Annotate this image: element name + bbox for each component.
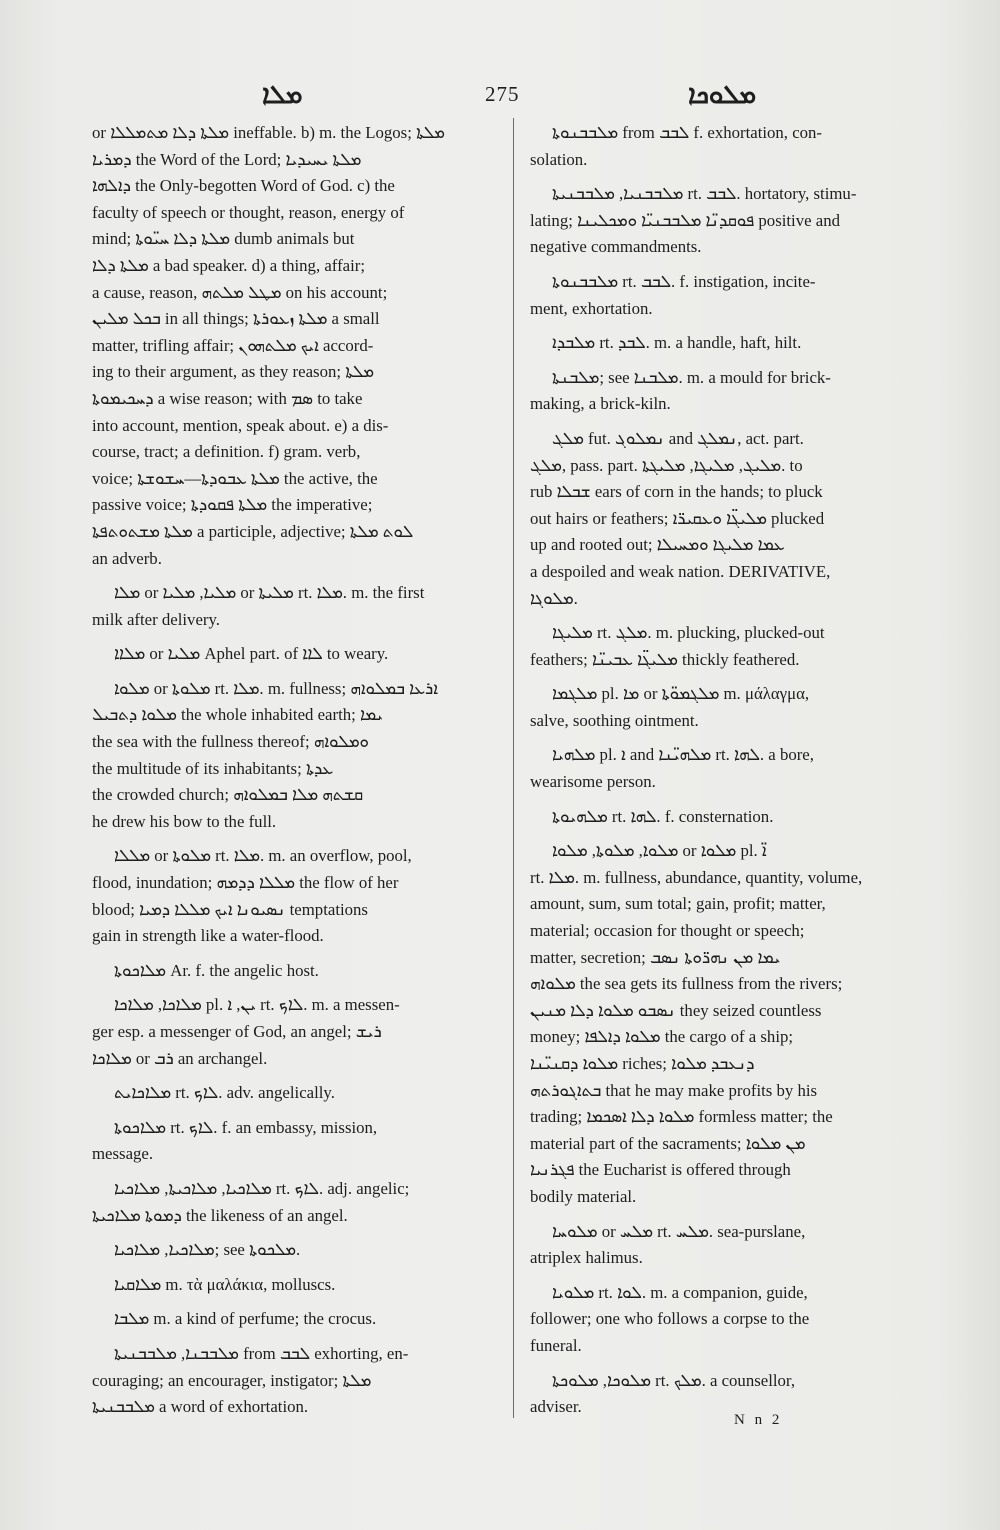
entry-line: ܡܠܘܐ ܕܬܒܝܠ the whole inhabited earth; ܝܡܐ (92, 705, 383, 725)
entry-line: wearisome person. (530, 772, 656, 792)
entry-line: ܕܐܠܗܐ the Only-begotten Word of God. c) the (92, 176, 395, 196)
entry-line: ܡܠܐܟܐ, ܡܠܐܟܐ pl. ܝܢ, ܐ rt. ܠܐܟ. m. a messen- (114, 995, 400, 1015)
signature-mark: N n 2 (734, 1412, 783, 1428)
entry-line: making, a brick-kiln. (530, 394, 671, 414)
entry-line: ܡܠܝܓܐ rt. ܡܠܓ. m. plucking, plucked-out (552, 623, 825, 643)
entry-line: ܡܠܘܚܐ or ܡܠܚ rt. ܡܠܚ. sea-purslane, (552, 1221, 806, 1241)
entry-line: ܡܠܐ or ܡܠܝܐ, ܡܠܝܐ or ܡܠܝܬܐ rt. ܡܠܐ. m. the first (114, 583, 425, 603)
left-running-head: ܡܠܐ (262, 80, 303, 110)
entry-line: follower; one who follows a corpse to the (530, 1309, 810, 1329)
right-column (530, 120, 942, 1421)
entry-line: ܡܠܐܐ or ܡܠܝܐ Aphel part. of ܠܐܐ to weary. (114, 644, 389, 664)
entry-line: trading; ܡܠܘܐ ܕܠܐ ܐܣܟܡܐ formless matter; the (530, 1107, 833, 1127)
entry-line: matter, secretion; ܝܡܐ ܡܢ ܢܗܪ̈ܘܬܐ ܢܣܒ (530, 947, 781, 967)
entry-line: material; occasion for thought or speech; (530, 921, 805, 941)
entry-line: the crowded church; ܩܫܬܗ ܡܠܐ ܒܡܠܘܐܗ (92, 785, 364, 805)
entry-line: couraging; an encourager, instigator; ܡܠܬܐ (92, 1370, 372, 1390)
entry-line: ܡܠܐܩܝܐ m. τὰ μαλάκια, molluscs. (114, 1274, 336, 1294)
entry-line: blood; ܢܣܝܘܢܐ ܐܝܟ ܡܠܠܐ ܕܡܝܐ temptations (92, 899, 368, 919)
entry-line: material part of the sacraments; ܡܢ ܡܠܘܐ (530, 1133, 806, 1153)
page-number: 275 (485, 82, 520, 106)
entry-line: an adverb. (92, 548, 162, 568)
entry-line: mind; ܡܠܬܐ ܕܠܐ ܚܝ̈ܘܬܐ dumb animals but (92, 229, 355, 249)
entry-line: flood, inundation; ܡܠܠܐ ܕܕܡܗ the flow of her (92, 873, 399, 893)
entry-line: amount, sum, sum total; gain, profit; matter, (530, 894, 826, 914)
entry-line: course, tract; a definition. f) gram. verb, (92, 442, 361, 462)
page-header (0, 78, 1000, 118)
entry-line: ܡܠܐܟܘܬܐ Ar. f. the angelic host. (114, 960, 319, 980)
entry-line: ܡܠܒܒܢܘܬܐ rt. ܠܒܒ. f. instigation, incite- (552, 271, 816, 291)
entry-line: ܡܠܒܐ m. a kind of perfume; the crocus. (114, 1309, 377, 1329)
entry-line: ܢܣܒܘ ܡܠܘܐ ܕܠܐ ܡܢܝܢ they seized countless (530, 1000, 822, 1020)
entry-line: ܡܠܬܐ ܕܠܐ a bad speaker. d) a thing, affair; (92, 255, 366, 275)
entry-line: ing to their argument, as they reason; ܡܠܬܐ (92, 362, 375, 382)
entry-line: ܕܡܘܬܐ ܡܠܐܟܝܬܐ the likeness of an angel. (92, 1205, 348, 1225)
entry-line: ܡܠܓ, pass. part. ܡܠܝܓ, ܡܠܝܓܐ, ܡܠܝܓܬܐ. to (530, 455, 803, 475)
entry-line: ܡܠܘܐ or ܡܠܘܬܐ rt. ܡܠܐ. m. fullness; ܐܪܥܐ ܒܡܠܘܐܗ (114, 678, 438, 698)
entry-line: faculty of speech or thought, reason, energy of (92, 202, 405, 222)
entry-line: message. (92, 1144, 154, 1164)
entry-line: ܕܚܟܝܡܘܬܐ a wise reason; with ܣܡ to take (92, 388, 363, 408)
entry-line: atriplex halimus. (530, 1248, 643, 1268)
entry-line: ܡܠܒܒܢܘܬܐ from ܠܒܒ f. exhortation, con- (552, 123, 823, 142)
entry-line: passive voice; ܡܠܬܐ ܦܩܘܕܬܐ the imperative; (92, 495, 373, 515)
entry-line: ܡܠܒܒܢܝܬܐ a word of exhortation. (92, 1397, 309, 1417)
entry-line: ܡܠܒܕܐ rt. ܠܒܕ. m. a handle, haft, hilt. (552, 333, 802, 353)
entry-line: ܡܠܒܒܢܐ, ܡܠܒܒܢܝܬܐ from ܠܒܒ exhorting, en- (114, 1343, 409, 1363)
entry-line: ܡܠܓ fut. ܢܡܠܘܓ and ܢܡܠܓ, act. part. (552, 428, 804, 448)
entry-line: ger esp. a messenger of God, an angel; ܪܝܫ (92, 1022, 382, 1041)
entry-line: bodily material. (530, 1186, 637, 1206)
entry-line: money; ܡܠܘܐ ܕܐܠܦܐ the cargo of a ship; (530, 1027, 794, 1047)
entry-line: up and rooted out; ܥܡܐ ܡܠܝܓܐ ܘܡܚܝܠܐ (530, 535, 785, 555)
entry-line: ܡܠܐܟܝܐ, ܡܠܐܟܝܐ; see ܡܠܟܘܬܐ. (114, 1240, 301, 1260)
entry-line: ܕܡܪܝܐ the Word of the Lord; ܡܠܬܐ ܝܚܝܕܝܐ (92, 149, 362, 169)
entry-line: voice; ܡܠܬܐ ܥܒܘܕܬܐ—ܚܫܘܫܬܐ the active, the (92, 468, 378, 488)
entry-line: or ܡܠܬܐ ܕܠܐ ܡܬܡܠܠܐ ineffable. b) m. the Logos; ܡܠܬܐ (92, 123, 445, 142)
entry-line: ܦܓܪܢܝܐ the Eucharist is offered through (530, 1160, 791, 1180)
entry-line: ܡܠܐܟܐ or ܪܒ an archangel. (92, 1048, 268, 1068)
entry-line: lating; ܦܘܩܕܢ̈ܐ ܡܠܒܒܢܝ̈ܐ ܘܡܟܠܝܢܐ positive and (530, 210, 840, 230)
entry-line: ܡܠܗܝܐ pl. ܐ and ܡܠܗܝ̈ܢܐ rt. ܠܗܐ. a bore, (552, 745, 814, 765)
entry-line: ܡܠܒܒܢܝܐ, ܡܠܒܒܢܝܬܐ rt. ܠܒܒ. hortatory, stimu- (552, 184, 857, 204)
entry-line: the multitude of its inhabitants; ܥܕܬܐ (92, 758, 334, 778)
entry-line: ܒܟܠ ܡܠܝܢ in all things; ܡܠܬܐ ܙܥܘܪܬܐ a small (92, 309, 380, 329)
entry-line: ܡܠܒܢܬܐ; see ܡܠܒܢܐ. m. a mould for brick- (552, 367, 831, 387)
entry-line: negative commandments. (530, 237, 702, 257)
entry-line: ܡܠܐܟܐܝܬ rt. ܠܐܟ. adv. angelically. (114, 1083, 335, 1103)
entry-line: ܡܠܬܐ ܡܫܬܘܬܦܬܐ a participle, adjective; ܠܘܬ ܡܠܬܐ (92, 521, 414, 541)
entry-line: ܡܠܘܐܗ the sea gets its fullness from the rivers; (530, 974, 843, 994)
entry-line: ܒܬܐܓܘܪܬܗ that he may make profits by his (530, 1080, 818, 1100)
entry-line: he drew his bow to the full. (92, 811, 277, 831)
entry-line: solation. (530, 149, 588, 169)
entry-line: salve, soothing ointment. (530, 710, 699, 730)
entry-line: out hairs or feathers; ܡܠܝܓ̈ܐ ܘܥܩܝܪ̈ܐ plucked (530, 508, 825, 528)
entry-line: gain in strength like a water-flood. (92, 926, 324, 946)
entry-line: ܡܠܘܐ, ܡܠܘܬܐ, ܡܠܘܐ or ܡܠܘܐ pl. ܐ̈ (552, 841, 767, 861)
entry-line: ܡܠܓܡܐ pl. ܡܐ or ܡܠܓܡܘ̈ܬܐ m. μάλαγμα, (552, 684, 810, 704)
entry-line: ܡܠܘܐ ܕܩܢܝ̈ܢܐ riches; ܕܢܥܒܕ ܡܠܘܐ (530, 1054, 755, 1073)
entry-line: rub ܫܒܠܐ ears of corn in the hands; to pluck (530, 482, 823, 502)
entry-line: a cause, reason, ܡܛܠ ܡܠܬܗ on his account; (92, 282, 388, 302)
entry-line: a despoiled and weak nation. DERIVATIVE, (530, 561, 831, 581)
left-column (92, 120, 503, 1421)
entry-line: ܡܠܘܟܐ, ܡܠܘܟܬܐ rt. ܡܠܟ. a counsellor, (552, 1370, 796, 1390)
entry-line: rt. ܡܠܐ. m. fullness, abundance, quantity, volume, (530, 867, 863, 887)
entry-line: ܡܠܠܐ or ܡܠܘܬܐ rt. ܡܠܐ. m. an overflow, pool, (114, 846, 412, 866)
entry-line: funeral. (530, 1335, 582, 1355)
column-divider (513, 118, 514, 1418)
entry-line: into account, mention, speak about. e) a dis- (92, 415, 389, 435)
entry-line: ܡܠܐܟܘܬܐ rt. ܠܐܟ. f. an embassy, mission, (114, 1117, 378, 1137)
entry-line: matter, trifling affair; ܐܝܟ ܡܠܬܗܘܢ accord- (92, 335, 374, 355)
entry-line: feathers; ܡܠܝܓ̈ܐ ܥܒܝܢ̈ܐ thickly feathered. (530, 649, 800, 669)
entry-line: ܡܠܘܝܐ rt. ܠܘܐ. m. a companion, guide, (552, 1282, 808, 1302)
entry-line: ܡܠܘܓܐ. (530, 588, 578, 608)
entry-line: ܡܠܐܟܝܐ, ܡܠܐܟܝܬܐ, ܡܠܐܟܝܐ rt. ܠܐܟ. adj. angelic; (114, 1178, 410, 1198)
right-running-head: ܡܠܘܟܐ (688, 80, 757, 110)
entry-line: milk after delivery. (92, 609, 220, 629)
entry-line: ment, exhortation. (530, 298, 653, 318)
entry-line: ܡܠܗܝܘܬܐ rt. ܠܗܐ. f. consternation. (552, 806, 774, 826)
entry-line: adviser. (530, 1397, 582, 1417)
entry-line: the sea with the fullness thereof; ܘܡܠܘܐܗ (92, 732, 369, 752)
